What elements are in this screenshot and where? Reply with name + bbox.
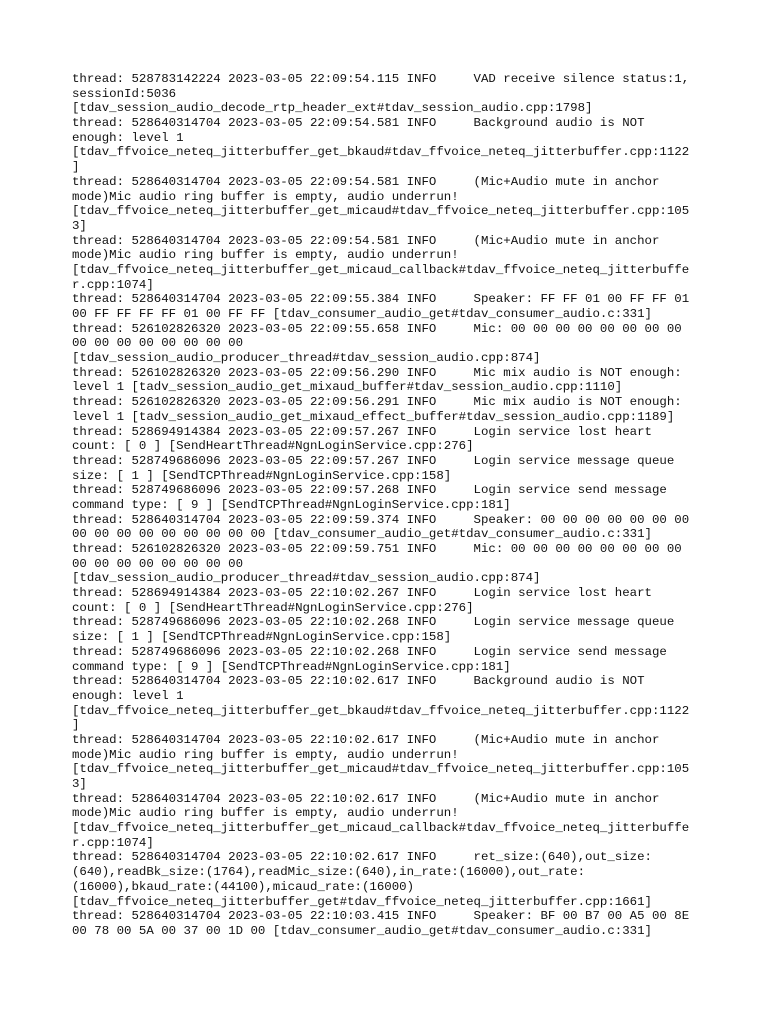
log-line: command type: [ 9 ] [SendTCPThread#NgnLoginService.cpp:181] — [72, 497, 511, 512]
log-line: thread: 526102826320 2023-03-05 22:09:56.290 INFO Mic mix audio is NOT enough: — [72, 365, 682, 380]
log-line: thread: 528640314704 2023-03-05 22:09:59.374 INFO Speaker: 00 00 00 00 00 00 00 — [72, 512, 690, 527]
log-line: level 1 [tadv_session_audio_get_mixaud_buffer#tdav_session_audio.cpp:1110] — [72, 380, 623, 395]
log-line: size: [ 1 ] [SendTCPThread#NgnLoginService.cpp:158] — [72, 630, 452, 645]
log-line: [tdav_ffvoice_neteq_jitterbuffer_get_micaud#tdav_ffvoice_neteq_jitterbuffer.cpp:105 — [72, 204, 690, 219]
log-line: thread: 526102826320 2023-03-05 22:09:56.291 INFO Mic mix audio is NOT enough: — [72, 395, 682, 410]
log-line: thread: 528640314704 2023-03-05 22:10:02.617 INFO (Mic+Audio mute in anchor — [72, 791, 660, 806]
log-line: mode)Mic audio ring buffer is empty, audio underrun! — [72, 747, 459, 762]
log-line: [tdav_ffvoice_neteq_jitterbuffer_get_micaud#tdav_ffvoice_neteq_jitterbuffer.cpp:105 — [72, 762, 690, 777]
log-line: 00 00 00 00 00 00 00 00 — [72, 336, 244, 351]
log-line: mode)Mic audio ring buffer is empty, audio underrun! — [72, 248, 459, 263]
log-line: ] — [72, 718, 80, 733]
log-line: r.cpp:1074] — [72, 835, 154, 850]
log-line: enough: level 1 — [72, 688, 184, 703]
log-line: thread: 528694914384 2023-03-05 22:09:57.267 INFO Login service lost heart — [72, 424, 652, 439]
log-line: thread: 526102826320 2023-03-05 22:09:55.658 INFO Mic: 00 00 00 00 00 00 00 00 — [72, 321, 682, 336]
log-line: thread: 528749686096 2023-03-05 22:10:02.268 INFO Login service message queue — [72, 615, 675, 630]
log-line: 00 00 00 00 00 00 00 00 00 [tdav_consumer_audio_get#tdav_consumer_audio.c:331] — [72, 527, 652, 542]
log-line: 3] — [72, 218, 87, 233]
log-line: thread: 528640314704 2023-03-05 22:09:54.581 INFO (Mic+Audio mute in anchor — [72, 174, 660, 189]
log-line: thread: 528694914384 2023-03-05 22:10:02.267 INFO Login service lost heart — [72, 586, 652, 601]
log-line: size: [ 1 ] [SendTCPThread#NgnLoginService.cpp:158] — [72, 468, 452, 483]
log-line: (16000),bkaud_rate:(44100),micaud_rate:(16000) — [72, 879, 415, 894]
log-line: thread: 528749686096 2023-03-05 22:10:02.268 INFO Login service send message — [72, 644, 667, 659]
log-line: mode)Mic audio ring buffer is empty, audio underrun! — [72, 189, 459, 204]
log-text-block — [72, 72, 702, 939]
log-line: (640),readBk_size:(1764),readMic_size:(640),in_rate:(16000),out_rate: — [72, 865, 586, 880]
log-line: [tdav_ffvoice_neteq_jitterbuffer_get#tdav_ffvoice_neteq_jitterbuffer.cpp:1661] — [72, 894, 652, 909]
log-line: ] — [72, 160, 80, 175]
log-line: r.cpp:1074] — [72, 277, 154, 292]
log-line: 00 78 00 5A 00 37 00 1D 00 [tdav_consumer_audio_get#tdav_consumer_audio.c:331] — [72, 923, 652, 938]
log-line: thread: 528640314704 2023-03-05 22:10:02.617 INFO Background audio is NOT — [72, 674, 645, 689]
log-line: thread: 528640314704 2023-03-05 22:10:03.415 INFO Speaker: BF 00 B7 00 A5 00 8E — [72, 909, 690, 924]
log-line: mode)Mic audio ring buffer is empty, audio underrun! — [72, 806, 459, 821]
log-line: thread: 528640314704 2023-03-05 22:09:54.581 INFO Background audio is NOT — [72, 116, 645, 131]
log-line: thread: 528640314704 2023-03-05 22:09:54.581 INFO (Mic+Audio mute in anchor — [72, 233, 660, 248]
log-line: thread: 528640314704 2023-03-05 22:10:02.617 INFO ret_size:(640),out_size: — [72, 850, 652, 865]
log-line: level 1 [tadv_session_audio_get_mixaud_effect_buffer#tdav_session_audio.cpp:1189] — [72, 409, 675, 424]
log-line: [tdav_ffvoice_neteq_jitterbuffer_get_micaud_callback#tdav_ffvoice_neteq_jitterbuffe — [72, 262, 690, 277]
log-line: 3] — [72, 777, 87, 791]
log-line: [tdav_session_audio_decode_rtp_header_ext#tdav_session_audio.cpp:1798] — [72, 101, 593, 116]
log-line: 00 FF FF FF FF 01 00 FF FF [tdav_consumer_audio_get#tdav_consumer_audio.c:331] — [72, 307, 652, 321]
log-line: [tdav_session_audio_producer_thread#tdav_session_audio.cpp:874] — [72, 351, 541, 366]
log-line: [tdav_ffvoice_neteq_jitterbuffer_get_micaud_callback#tdav_ffvoice_neteq_jitterbuffe — [72, 821, 690, 836]
log-line: enough: level 1 — [72, 130, 184, 145]
log-line: thread: 528783142224 2023-03-05 22:09:54.115 INFO VAD receive silence status:1, — [72, 72, 690, 86]
log-line: thread: 528749686096 2023-03-05 22:09:57.268 INFO Login service send message — [72, 483, 667, 498]
log-line: 00 00 00 00 00 00 00 00 — [72, 556, 244, 571]
log-line: count: [ 0 ] [SendHeartThread#NgnLoginService.cpp:276] — [72, 600, 474, 615]
log-line: thread: 528749686096 2023-03-05 22:09:57.267 INFO Login service message queue — [72, 453, 675, 468]
log-line: count: [ 0 ] [SendHeartThread#NgnLoginService.cpp:276] — [72, 439, 474, 454]
log-line: thread: 526102826320 2023-03-05 22:09:59.751 INFO Mic: 00 00 00 00 00 00 00 00 — [72, 542, 682, 556]
log-line: [tdav_ffvoice_neteq_jitterbuffer_get_bkaud#tdav_ffvoice_neteq_jitterbuffer.cpp:1122 — [72, 145, 690, 160]
log-line: thread: 528640314704 2023-03-05 22:10:02.617 INFO (Mic+Audio mute in anchor — [72, 732, 660, 747]
log-line: [tdav_ffvoice_neteq_jitterbuffer_get_bkaud#tdav_ffvoice_neteq_jitterbuffer.cpp:1122 — [72, 703, 690, 718]
log-line: [tdav_session_audio_producer_thread#tdav_session_audio.cpp:874] — [72, 571, 541, 586]
log-line: thread: 528640314704 2023-03-05 22:09:55.384 INFO Speaker: FF FF 01 00 FF FF 01 — [72, 292, 690, 307]
log-line: command type: [ 9 ] [SendTCPThread#NgnLoginService.cpp:181] — [72, 659, 511, 674]
log-line: sessionId:5036 — [72, 86, 177, 101]
